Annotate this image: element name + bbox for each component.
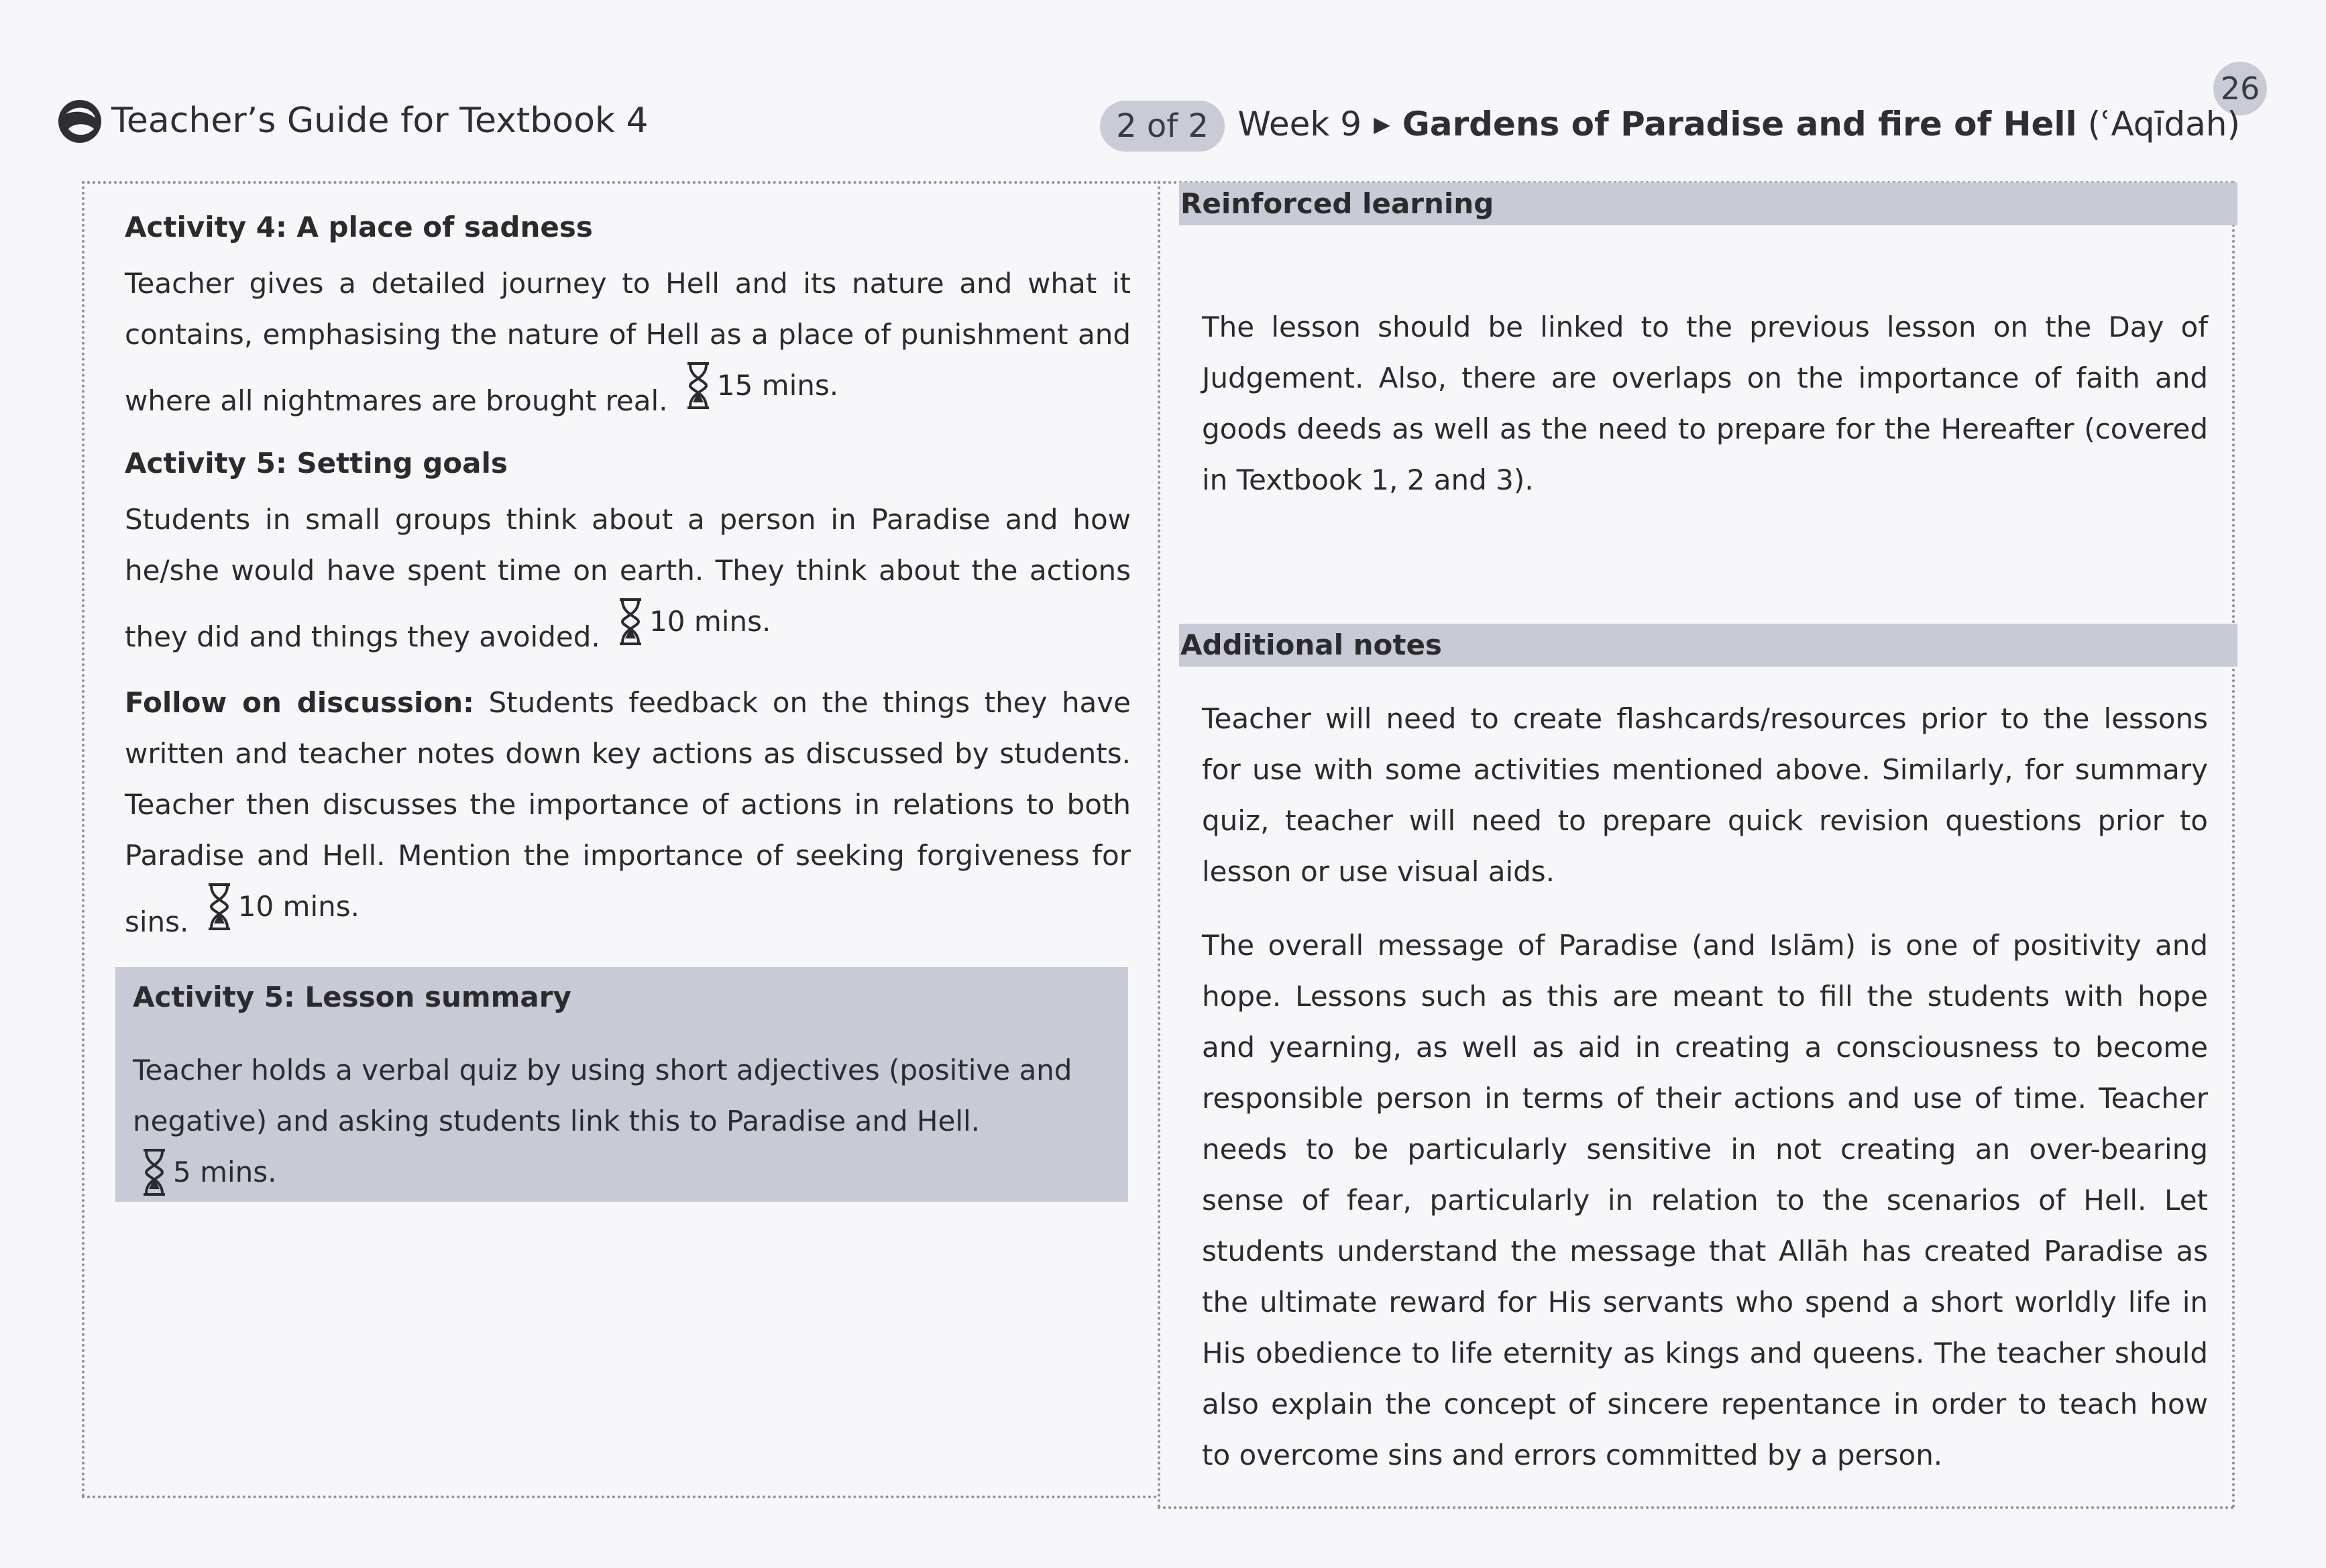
lesson-summary-box: [115, 967, 1128, 1202]
hourglass-icon: [683, 361, 713, 410]
activity-5: [125, 447, 1131, 663]
follow-on-timer: [198, 881, 359, 932]
activity-4-timer: [677, 360, 838, 411]
activity-4-text: [125, 258, 1131, 427]
lesson-summary-timer: [133, 1147, 277, 1198]
activity-5-title: Activity 5: Setting goals: [125, 447, 508, 480]
additional-notes-band: [1179, 624, 2237, 667]
activity-5-timer: [609, 596, 771, 647]
hourglass-icon: [140, 1147, 169, 1197]
activity-5-time: 10 mins.: [649, 605, 771, 638]
follow-on-text: [125, 677, 1131, 948]
hourglass-icon: [205, 882, 234, 932]
page-header: [0, 0, 2326, 174]
activity-5-body: Students in small groups think about a person in Paradise and how he/she would have spent time on earth. They think about the actions they did and things they avoided.: [125, 503, 1131, 653]
follow-on-label: Follow on discussion:: [125, 686, 474, 719]
page-number-badge: 26: [2213, 62, 2267, 115]
lesson-summary-text: [133, 1045, 1099, 1213]
lesson-summary-time: 5 mins.: [173, 1156, 277, 1188]
follow-on-discussion: [125, 677, 1131, 948]
lesson-category: (ʿAqīdah): [2087, 105, 2240, 144]
activity-4-body: Teacher gives a detailed journey to Hell and its nature and what it contains, emphasising the nature of Hell as a place of punishment and where all nightmares are brought real.: [125, 267, 1131, 417]
lesson-summary-body: Teacher holds a verbal quiz by using short adjectives (positive and negative) and asking students link this to Paradise and Hell.: [133, 1054, 1072, 1137]
additional-notes-para-2: The overall message of Paradise (and Islām) is one of positivity and hope. Lessons such as this are meant to fill the students with hope and yearning, as well as aid in creating a consciousness to become responsible person in terms of their actions and use of time. Teacher needs to be particularly sensitive in not creating an over-bearing sense of fear, particularly in relation to the scenarios of Hell. Let students understand the message that Allāh has created Paradise as the ultimate reward for His servants who spend a short worldly life in His obedience to life eternity as kings and queens. The teacher should also explain the concept of sincere repentance in order to teach how to overcome sins and errors committed by a person.: [1202, 929, 2208, 1471]
week-label: Week 9: [1237, 105, 1362, 144]
activity-5-text: [125, 494, 1131, 663]
follow-on-time: 10 mins.: [237, 890, 359, 923]
lesson-title: Gardens of Paradise and fire of Hell: [1402, 105, 2077, 144]
activity-4: [125, 211, 1131, 427]
guide-title: Teacher’s Guide for Textbook 4: [111, 101, 649, 141]
reinforced-learning-text: The lesson should be linked to the previous lesson on the Day of Judgement. Also, there are overlaps on the importance of faith and goods deeds as well as the need to prepare for the Hereafter (covered in Textbook 1, 2 and 3).: [1202, 311, 2208, 496]
additional-notes-para-1: Teacher will need to create flashcards/resources prior to the lessons for use with some activities mentioned above. Similarly, for summary quiz, teacher will need to prepare quick revision questions prior to lesson or use visual aids.: [1202, 702, 2208, 888]
reinforced-learning-band: [1179, 182, 2237, 225]
activity-4-title: Activity 4: A place of sadness: [125, 211, 593, 243]
right-column: [1179, 182, 2237, 1481]
page-indicator: 2 of 2: [1100, 101, 1225, 152]
left-column: [125, 201, 1131, 948]
lesson-heading: [1237, 105, 2240, 144]
hourglass-icon: [616, 597, 645, 647]
lesson-summary-title: Activity 5: Lesson summary: [133, 981, 571, 1013]
publisher-logo-icon: [56, 98, 103, 145]
follow-on-body: Students feedback on the things they have written and teacher notes down key actions as discussed by students. Teacher then discusses the importance of actions in relations to both Paradise and Hell. Mention the importance of seeking forgiveness for sins.: [125, 686, 1131, 938]
additional-notes-title: Additional notes: [1180, 628, 1442, 661]
activity-4-time: 15 mins.: [716, 369, 839, 402]
triangle-right-icon: ▶: [1374, 111, 1390, 137]
reinforced-learning-title: Reinforced learning: [1180, 187, 1494, 220]
